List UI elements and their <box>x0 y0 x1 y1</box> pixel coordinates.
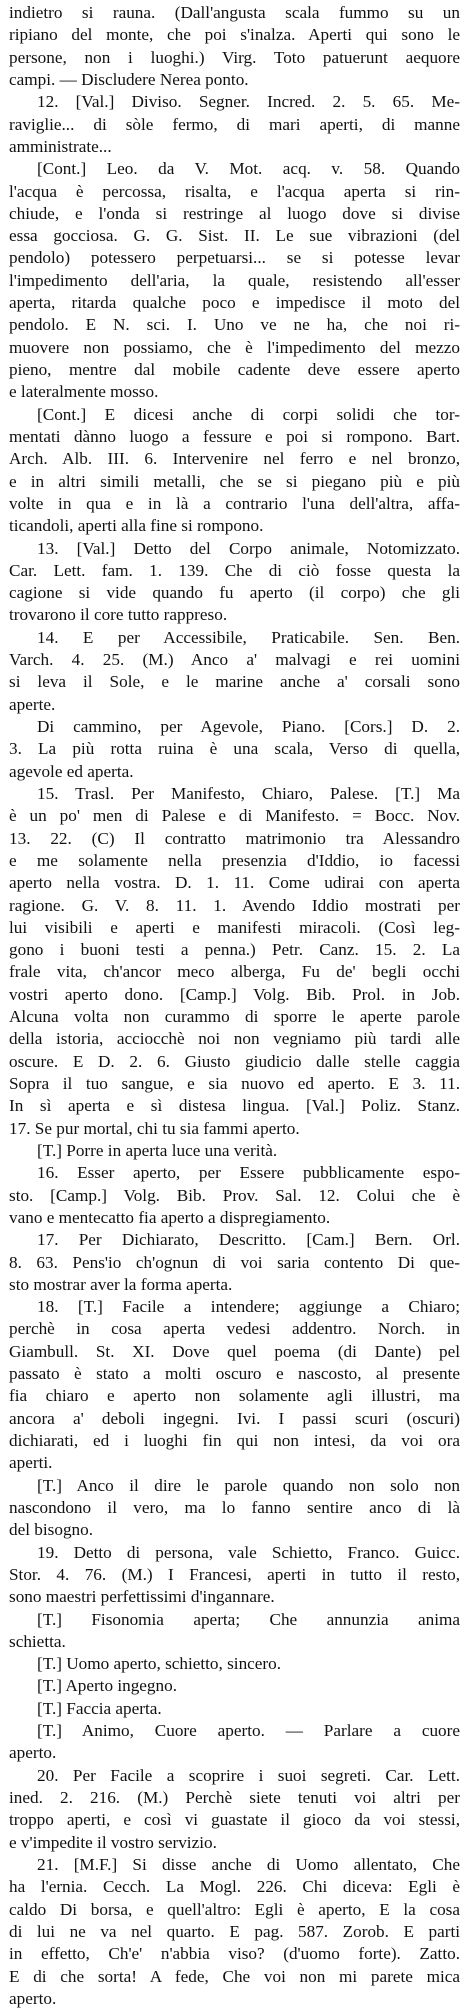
text-line: 18. [T.] Facile a intendere; aggiunge a Chiaro; <box>37 1297 460 1317</box>
text-line: In sì aperta e sì distesa lingua. [Val.] Poliz. Stanz. <box>9 1096 460 1116</box>
text-line: 21. [M.F.] Si disse anche di Uomo allentato, Che <box>37 1854 460 1874</box>
text-line: E di che sorta! A fede, Che voi non mi parete mica <box>9 1966 460 1986</box>
text-line: muovere non possiamo, che è l'impedimento del mezzo <box>9 337 460 357</box>
text-line: frale vita, ch'ancor meco alberga, Fu de' begli occhi <box>9 962 460 982</box>
text-line: [T.] Anco il dire le parole quando non solo non <box>37 1475 460 1495</box>
text-line: e v'impedite il vostro servizio. <box>9 1832 217 1852</box>
text-line: Car. Lett. fam. 1. 139. Che di ciò fosse questa la <box>9 560 460 580</box>
text-line: [Cont.] E dicesi anche di corpi solidi che tor- <box>37 404 460 424</box>
text-line: indietro si rauna. (Dall'angusta scala fummo su un <box>9 3 460 22</box>
text-line: Alcuna volta non curammo di sporre le aperte parole <box>9 1007 460 1027</box>
text-line: ticandoli, aperti alla fine si rompono. <box>9 516 264 536</box>
text-line: 16. Esser aperto, per Essere pubblicamente espo- <box>37 1163 460 1183</box>
text-line: campi. — Discludere Nerea ponto. <box>9 69 249 89</box>
text-line: [Cont.] Leo. da V. Mot. acq. v. 58. Quando <box>37 159 460 179</box>
text-line: aperte. <box>9 694 56 714</box>
text-line: perchè in cosa aperta vedesi addentro. Norch. in <box>9 1319 460 1339</box>
text-line: nascondono il vero, ma lo fanno sentire anco di là <box>9 1497 460 1517</box>
text-line: [T.] Aperto ingegno. <box>37 1676 178 1696</box>
text-line: [T.] Fisonomia aperta; Che annunzia anima <box>37 1609 460 1629</box>
text-line: del bisogno. <box>9 1520 94 1540</box>
text-line: gono i buoni testi a penna.) Petr. Canz. 15. 2. La <box>9 940 460 960</box>
text-line: 3. La più rotta ruina è una scala, Verso di quella, <box>9 739 460 759</box>
text-line: Stor. 4. 76. (M.) I Francesi, aperti in tutto il resto, <box>9 1564 460 1584</box>
text-line: caldo Di borsa, e quell'altro: Egli è aperto, E la cosa <box>9 1899 460 1919</box>
text-line: [T.] Uomo aperto, schietto, sincero. <box>37 1654 282 1674</box>
text-line: 8. 63. Pens'io ch'ognun di voi saria contento Di que- <box>9 1252 460 1272</box>
text-line: volte in qua e in là a contrario l'una dell'altra, affa- <box>9 493 460 513</box>
text-line: schietta. <box>9 1631 66 1651</box>
text-line: l'acqua è percossa, risalta, e l'acqua aperta si rin- <box>9 181 460 201</box>
text-line: e lateralmente mosso. <box>9 382 159 402</box>
text-line: 17. Per Dichiarato, Descritto. [Cam.] Bern. Orl. <box>37 1230 460 1250</box>
text-line: pendolo. E N. sci. I. Uno ve ne ha, che noi ri- <box>9 315 460 335</box>
text-line: [T.] Animo, Cuore aperto. — Parlare a cuore <box>37 1721 460 1741</box>
text-line: pieno, mentre dal mobile cadente deve essere aperto <box>9 360 460 379</box>
text-line: ripiano del monte, che poi s'inalza. Aperti qui sono le <box>9 25 460 45</box>
text-line: si leva il Sole, e le marine anche a' corsali sono <box>9 672 460 692</box>
text-line: e in altri simili metalli, che se si piegano più e più <box>9 471 460 491</box>
text-line: 12. [Val.] Diviso. Segner. Incred. 2. 5. 65. Me- <box>37 92 460 112</box>
text-line: agevole ed aperta. <box>9 761 134 781</box>
text-line: Sopra il tuo sangue, e sia nuovo ed aperto. E 3. 11. <box>9 1074 460 1093</box>
text-line: essa gocciosa. G. G. Sist. II. Le sue vibrazioni (del <box>9 226 460 246</box>
text-line: passato è stato a molti oscuro e nascosto, al presente <box>9 1364 460 1384</box>
text-line: trovarono il core tutto rappreso. <box>9 605 228 625</box>
text-line: aperto. <box>9 1743 57 1763</box>
text-line: [T.] Porre in aperta luce una verità. <box>37 1140 278 1160</box>
text-line: ancora a' deboli ingegni. Ivi. I passi scuri (oscuri) <box>9 1408 460 1428</box>
text-line: cagione si vide quando fu aperto (il corpo) che gli <box>9 583 460 603</box>
text-line: ha l'ernia. Cecch. La Mogl. 226. Chi diceva: Egli è <box>9 1877 460 1897</box>
text-line: dichiarati, ed i luoghi fin qui non intesi, da voi ora <box>9 1431 460 1450</box>
text-line: 19. Detto di persona, vale Schietto, Franco. Guicc. <box>37 1542 460 1562</box>
text-line: aperto nella vostra. D. 1. 11. Come udirai con aperta <box>9 873 460 893</box>
text-line: è un po' men di Palese e di Manifesto. = Bocc. Nov. <box>9 806 460 826</box>
text-line: e me solamente nella presenzia d'Iddio, io facessi <box>9 850 460 870</box>
text-line: lui visibili e aperti e manifesti miracoli. (Così leg- <box>9 917 460 937</box>
text-line: chiude, e l'onda si restringe al luogo dove si divise <box>9 203 460 223</box>
text-line: di lui ne va nel quarto. E pag. 587. Zorob. E parti <box>9 1921 460 1941</box>
text-line: amministrate... <box>9 136 112 156</box>
text-line: Giambull. St. XI. Dove quel poema (di Dante) pel <box>9 1341 460 1361</box>
text-line: sono maestri perfettissimi d'ingannare. <box>9 1587 275 1607</box>
text-line: [T.] Faccia aperta. <box>37 1698 162 1718</box>
text-line: persone, non i luoghi.) Virg. Toto patuerunt aequore <box>9 47 460 67</box>
text-line: raviglie... di sòle fermo, di mari aperti, di manne <box>9 114 460 134</box>
text-line: sto. [Camp.] Volg. Bib. Prov. Sal. 12. Colui che è <box>9 1185 460 1205</box>
text-line: Varch. 4. 25. (M.) Anco a' malvagi e rei uomini <box>9 650 460 670</box>
text-line: ined. 2. 216. (M.) Perchè siete tenuti voi altri per <box>9 1788 460 1807</box>
text-line: 17. Se pur mortal, chi tu sia fammi aperto. <box>9 1118 300 1138</box>
text-line: 20. Per Facile a scoprire i suoi segreti. Car. Lett. <box>37 1765 460 1785</box>
text-line: 13. 22. (C) Il contratto matrimonio tra Alessandro <box>9 828 460 848</box>
text-line: 14. E per Accessibile, Praticabile. Sen. Ben. <box>37 627 460 647</box>
text-line: vostri aperto dono. [Camp.] Volg. Bib. Prol. in Job. <box>9 984 460 1004</box>
text-line: oscure. E D. 2. 6. Giusto giudicio dalle stelle caggia <box>9 1051 460 1071</box>
text-line: 13. [Val.] Detto del Corpo animale, Notomizzato. <box>37 538 460 558</box>
text-line: troppo aperti, e così vi guastate il gioco da voi stessi, <box>9 1810 460 1830</box>
text-line: in effetto, Ch'e' n'abbia viso? (d'uomo forte). Zatto. <box>9 1944 460 1964</box>
text-line: fia chiaro e aperto non solamente agli illustri, ma <box>9 1386 460 1406</box>
text-line: vano e mentecatto fia aperto a dispregiamento. <box>9 1207 331 1227</box>
text-line: aperto. <box>9 1988 57 2008</box>
text-line: aperta, ritarda qualche poco e impedisce il moto del <box>9 293 460 313</box>
text-line: mentati dànno luogo a fessure e poi si rompono. Bart. <box>9 426 460 446</box>
text-line: della istoria, acciocchè noi non vegniamo più tardi alle <box>9 1029 460 1049</box>
text-line: l'impedimento dell'aria, la quale, resistendo all'esser <box>9 270 460 290</box>
text-line: Di cammino, per Agevole, Piano. [Cors.] D. 2. <box>37 717 460 736</box>
text-line: Arch. Alb. III. 6. Intervenire nel ferro e nel bronzo, <box>9 449 460 469</box>
text-line: pendolo) potessero perpetuarsi... se si potesse levar <box>9 248 460 268</box>
text-line: aperti. <box>9 1453 53 1473</box>
text-line: sto mostrar aver la forma aperta. <box>9 1274 233 1294</box>
text-line: ragione. G. V. 8. 11. 1. Avendo Iddio mostrati per <box>9 895 460 915</box>
text-line: 15. Trasl. Per Manifesto, Chiaro, Palese. [T.] Ma <box>37 783 460 803</box>
